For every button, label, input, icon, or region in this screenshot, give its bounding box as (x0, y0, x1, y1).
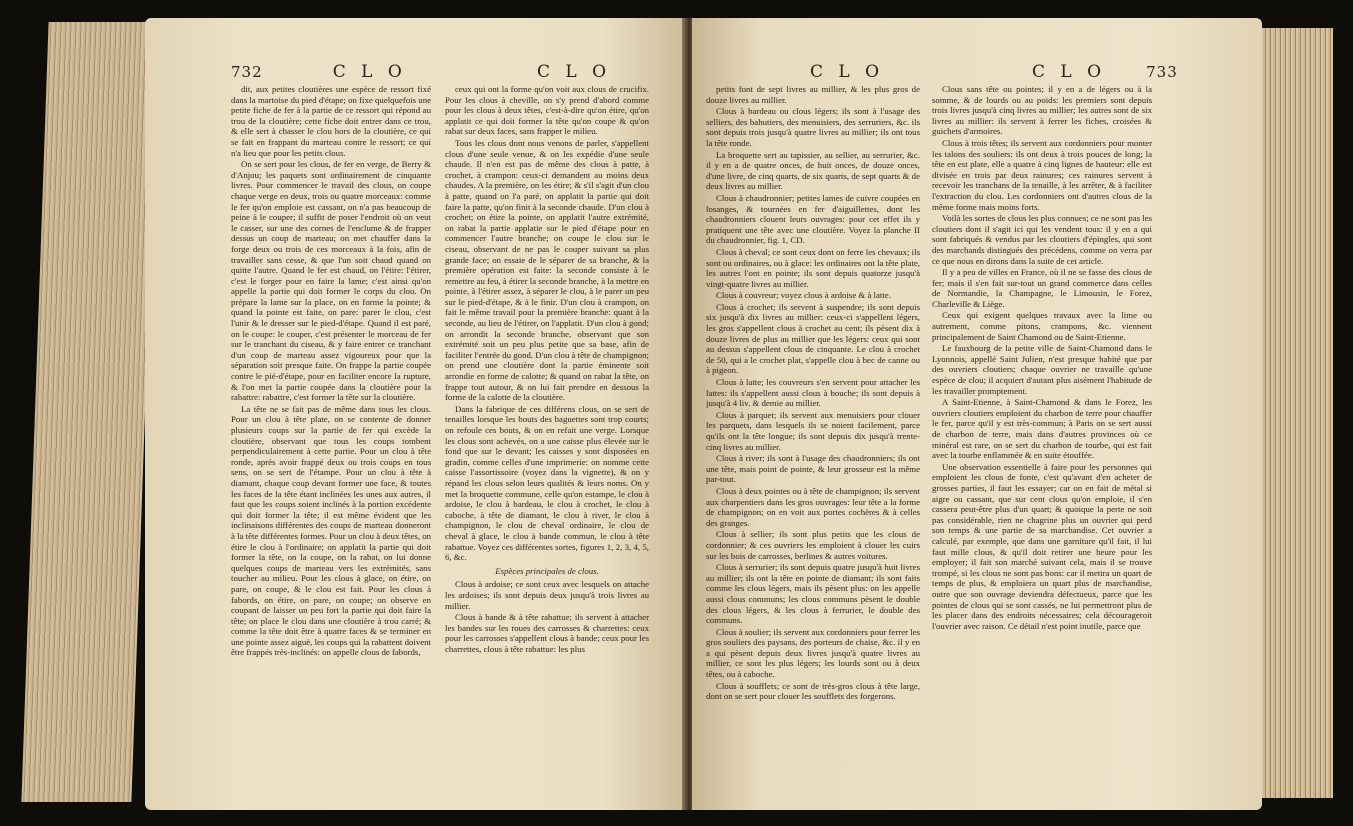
left-column-1 (231, 84, 431, 792)
paragraph: Clous à cheval; ce sont ceux dont on ferre les chevaux; ils sont ou ordinaires, ou à glace: les ordinaires ont la tête plate, les autres l'ont en pointe; ils sont depuis quatorze jusqu'à vingt-quatre livres au millier. (706, 246, 920, 289)
paragraph: Clous à chaudronnier; petites lames de cuivre coupées en losanges, & tournées en fer d'aiguillettes, dont les chaudronniers clouent leurs ouvrages: pour cet effet ils y pratiquent une tête avec une cloutière. Voyez la planche II du chaudronnier, fig. 1, CD. (706, 192, 920, 246)
paragraph: Clous à trois têtes; ils servent aux cordonniers pour monter les talons des souliers: ils ont deux à trois pouces de long; la tête en est plate, elle a quatre à cinq lignes de hauteur: elle est divisée en trois par deux rainures; ces rainures servent à recevoir les tranchans de la tenaille, à les arrêter, & à faciliter l'extraction du clou. Les cordonniers ont d'autres clous de la même forme mais moins forts. (932, 137, 1152, 212)
paragraph: dit, aux petites cloutières une espèce de ressort fixé dans la martoise du pied d'étape; on fixe quelquefois une petite fiche de fer à la partie de ce ressort qui répond au trou de la cloutière; cette fiche doit entrer dans ce trou, & elle sert à chasser le clou hors de la cloutière, ce qui se fait en frappant du marteau contre le ressort; ce qui n'a lieu que pour les petits clous. (231, 84, 431, 158)
paragraph: petits font de sept livres au millier, & les plus gros de douze livres au millier. (706, 84, 920, 105)
paragraph: Tous les clous dont nous venons de parler, s'appellent clous d'une seule venue, & on les expédie d'une seule chaude. Il n'en est pas de même des clous à patte, à crochet, à crampon: ceux-ci demandent au moins deux chaudes. A la première, on les étire; & s'il s'agit d'un clou à patte, quand on l'a paré, on applatit la partie qui doit faire la patte, qu'on finit à la seconde chaude. D'un clou à crochet; on étire la pointe, on applatit l'autre extrémité, on rabat la partie applatie sur le pied d'étape pour en commencer l'autre branche; on coupe le clou sur le ciseau, observant de ne pas le couper suivant sa plus grande face; on essaie de le séparer de sa branche, & la première opération est faite: la seconde consiste à le remettre au feu, à étirer la seconde branche, à la mettre en pointe, à l'étirer assez, à séparer le clou, à le parer un peu sur le pied-d'étape, & à le finir. D'un clou à crampon, on fait le même travail pour la première branche: quant à la seconde, au lieu de l'étirer, on l'applatit. D'un clou à gond; on arrondit la seconde branche, observant que son extrémité soit un peu plus petite que sa base, afin de faciliter l'entrée du gond. D'un clou à tête de champignon; on prend une cloutière dont la partie éminente soit arrondie en forme de calotte; & quand on rabat la tête, on frappe tout autour, & on lui fait prendre en dessous la forme de la calotte de la cloutière. (445, 137, 649, 403)
paragraph: La tête ne se fait pas de même dans tous les clous. Pour un clou à tête plate, on se contente de donner plusieurs coups sur la partie de fer qui excède la cloutière, observant que tous les coups tombent perpendiculairement à cette partie. Pour un clou à tête ronde, après avoir frappé deux ou trois coups en tous sens, on se sert de l'étampe. Pour un clou à tête à diamant, chaque coup devant former une face, & toutes les faces de la tête étant inclinées les unes aux autres, il faut que les coups soient inclinés à la portion excédente qui doit former la tête; il est même évident que les inclinaisons différentes des coups de marteau donneront à la tête différentes formes. Pour un clou à deux têtes, on étire le clou à l'ordinaire; on applatit la partie qui doit former la tête, on la coupe, on la rabat, on lui donne quelques coups de marteau vers les extrémités, sans toucher au milieu. Pour les clous à glace, on étire, on pare, on coupe, & le clou est fait. Pour les clous à fabords, on étire, on pare, on coupe; on observe en coupant de laisser un peu fort la partie qui doit faire la tête; on place le clou dans une cloutière à trou carré; & comme la tête doit être à quatre faces & se terminer en une pointe assez aiguë, les coups qui la rabattent doivent être frappés très-inclinés: on appelle clous de fabords, (231, 403, 431, 658)
left-page (145, 18, 685, 810)
book-edge-left (21, 22, 158, 802)
page-number-left: 732 (231, 63, 263, 81)
right-column-1 (706, 84, 920, 792)
paragraph: Voilà les sortes de clous les plus connues; ce ne sont pas les cloutiers dont il s'agit ici qui les vendent tous: il y en a qui sont fabriqués & vendus par les cloutiers d'épingles, qui sont des marchands distingués des précédens, comme on verra par ce que nous en dirons dans la suite de cet article. (932, 213, 1152, 266)
paragraph: Une observation essentielle à faire pour les personnes qui emploient les clous de fonte, c'est qu'avant d'en acheter de grosses parties, il faut les essayer; car on en fait de métal si aigre ou cassant, que sur cent clous qu'on emploie, il s'en cassera peut-être plus d'un quart; & quoique la perte ne soit pas considérable, rien ne chagrine plus un ouvrier qui perd son temps & une partie de sa marchandise. Cet ouvrier a calculé, par exemple, que dans une garniture qu'il fait, il lui faut mille clous, & qu'il doit retirer une heure pour les employer; il fait son marché suivant cela, mais il se trouve trompé, si les clous ne sont pas bons: car il mettra un quart de temps de plus, & emploiera un quart plus de marchandise, outre que son ouvrage deviendra défectueux, parce que les pointes de clous qui se sont cassés, ne lui permettront plus de les placer dans des endroits nécessaires; cela décourageroit l'ouvrier avec raison. Ce détail n'est point inutile, parce que (932, 461, 1152, 631)
paragraph: Clous à soufflets; ce sont de très-gros clous à tête large, dont on se sert pour clouer les soufflets des forgerons. (706, 680, 920, 702)
paragraph: Clous à river; ils sont à l'usage des chaudronniers; ils ont une tête, mais point de pointe, & leur grosseur est la même par-tout. (706, 453, 920, 485)
paragraph: Clous à bardeau ou clous légers; ils sont à l'usage des selliers, des bahutiers, des menuisiers, des serruriers, &c. ils sont depuis trois jusqu'à quatre livres au millier; ils ont tous la tête ronde. (706, 106, 920, 148)
paragraph: La broquette sert au tapissier, au sellier, au serrurier, &c. il y en a de quatre onces, de huit onces, de douze onces, d'une livre, de cinq quarts, de six quarts, de sept quarts & de deux livres au millier. (706, 149, 920, 192)
paragraph: Clous à serrurier; ils sont depuis quatre jusqu'à huit livres au millier; ils ont la tête en pointe de diamant; ils sont faits comme les clous légers, mais ils pèsent plus: on les appelle aussi clous communs; les clous communs pèsent le double des clous légers, & les clous à ferrurier, le double des communs. (706, 562, 920, 626)
paragraph: Clous sans tête ou pointes; il y en a de légers ou à la somme, & de lourds ou au poids: les premiers sont depuis trois livres jusqu'à cinq livres au millier; les autres sont de six livres au millier: ils servent à ferrer les fiches, croisées & guichets d'armoires. (932, 84, 1152, 137)
paragraph: Clous à latte; les couvreurs s'en servent pour attacher les lattes: ils s'appellent aussi clous à bouche; ils sont depuis à jusqu'à 4 liv. & demie au millier. (706, 377, 920, 409)
section-heading: Espèces principales de clous. (495, 565, 599, 576)
paragraph: On se sert pour les clous, de fer en verge, de Berry & d'Anjou; les paquets sont ordinairement de cinquante livres. Pour commencer le travail des clous, on coupe chaque verge en deux, trois ou quatre morceaux: comme le fer qu'on emploie est cassant, on n'a pas beaucoup de peine à le couper; il suffit de poser l'endroit où on veut le casser, sur une des cornes de l'enclume & de frapper dessus un coup de marteau; on met chauffer dans la forge deux ou trois de ces morceaux à la fois, afin de travailler sans cesse, & que l'un soit chaud quand on quitte l'autre. Quand le fer est chaud, on l'étire: l'étirer, c'est le forger pour en faire la lame; c'est ainsi qu'on appelle la partie qui doit former le corps du clou. On prépare la lame sur la place, on en forme la pointe; & quand la pointe est faite, on pare: parer le clou, c'est l'unir & le dresser sur le pied-d'étape. Quand il est paré, on le coupe: le couper, c'est présenter le morceau de fer sur le tranchant du ciseau, & y faire entrer ce tranchant d'un coup de marteau assez vigoureux pour que la séparation soit presque faite. On frappe la partie coupée contre le pié-d'étape, pour en faciliter encore la rupture, & l'on met la partie coupée dans la cloutière pour la rabattre: rabattre, c'est former la tête sur la cloutière. (231, 159, 431, 403)
right-page (692, 18, 1262, 810)
paragraph: Clous à sellier; ils sont plus petits que les clous de cordonnier; & ces ouvriers les emploient à clouer les cuirs sur les bois de carrosses, berlines & autres voitures. (706, 529, 920, 561)
paragraph: Clous à couvreur; voyez clous à ardoise & à latte. (716, 290, 891, 301)
paragraph: Clous à crochet; ils servent à suspendre; ils sont depuis six jusqu'à dix livres au millier: ceux-ci s'appellent légers, les gros s'appellent clous à crochet au cent; ils pèsent dix à douze livres de plus au millier que les légers: ceux qui sont au dessus s'appellent clous de cinquante. Le clou à crochet de 50, qui a le crochet plat, s'appelle clou à bec de canne ou à pigeon. (706, 301, 920, 376)
paragraph: ceux qui ont la forme qu'on voit aux clous de crucifix. Pour les clous à cheville, on s'y prend d'abord comme pour les clous à deux têtes, c'est-à-dire qu'on étire, qu'on applatit ce qui doit former la tête qu'on coupe & qu'on rabat sur deux faces, sans frapper le milieu. (445, 84, 649, 137)
paragraph: Le fauxbourg de la petite ville de Saint-Chamond dans le Lyonnois, appellé Saint Julien, n'est presque habité que par des ouvriers cloutiers; chaque ouvrier ne travaille qu'une espèce de clou; il acquiert d'autant plus aisément l'habitude de les travailler promptement. (932, 343, 1152, 396)
paragraph: Clous à bande & à tête rabattue; ils servent à attacher les bandes sur les roues des carrosses & charrettes: ceux pour les carrosses s'appellent clous à bande; ceux pour les charrettes, clous à tête rabattue: les plus (445, 612, 649, 654)
paragraph: Dans la fabrique de ces différens clous, on se sert de tenailles lorsque les bouts des baguettes sont trop courts; on refoule ces bouts, & on en refait une verge. Lorsque les clous sont achevés, on a une caisse plus élevée sur le fond que sur le devant; les caisses y sont disposées en gradin, comme celles d'une imprimerie: on nomme cette caisse l'assortissoire (voyez dans la vignette), & on y répand les clous selon leurs qualités & leurs noms. On y met la broquette commune, celle qu'on estampe, le clou à ardoise, le clou à bardeau, le clou à crochet, le clou à caboche, à tête de diamant, le clou à river, le clou à champignon, le clou de cheval ordinaire, le clou de cheval à glace, le clou à bande commun, le clou à tête rabattue. Voyez ces différentes sortes, figures 1, 2, 3, 4, 5, 6, &c. (445, 403, 649, 563)
page-number-right: 733 (1146, 63, 1178, 81)
headword-left-1: C L O (332, 62, 407, 82)
headword-right-2: C L O (1032, 62, 1107, 82)
paragraph: Clous à parquet; ils servent aux menuisiers pour clouer les parquets, dans lesquels ils se noient facilement, parce qu'ils ont la tête longue; ils sont depuis dix jusqu'à trente-cinq livres au millier. (706, 409, 920, 452)
paragraph: Ceux qui exigent quelques travaux avec la lime ou autrement, comme pitons, crampons, &c. viennent principalement de Saint Chamond ou de Saint-Etienne. (932, 310, 1152, 342)
paragraph: Clous à soulier; ils servent aux cordonniers pour ferrer les gros souliers des paysans, des porteurs de chaise, &c. il y en a qui pèsent depuis deux livres jusqu'à quatre livres au millier, ce sont les plus légers; les lourds sont ou à deux têtes, ou à caboche. (706, 626, 920, 680)
paragraph: A Saint-Etienne, à Saint-Chamond & dans le Forez, les ouvriers cloutiers emploient du charbon de terre pour chauffer le fer, parce qu'il y est très-commun; à Paris on se sert aussi de charbon de terre, mais dans d'autres provinces où ce minéral est rare, on se sert du charbon de tourbe, qui est fait avec la tourbe enflammée & en suite étouffée. (932, 397, 1152, 461)
right-column-2 (932, 84, 1152, 792)
right-page-header (810, 62, 884, 82)
paragraph: Clous à deux pointes ou à tête de champignon; ils servent aux charpentiers dans les gros ouvrages: leur tête a la forme de champignon; on en voit aux portes cochères & à celles des granges. (706, 485, 920, 528)
paragraph: Il y a peu de villes en France, où il ne se fasse des clous de fer; mais il s'en fait sur-tout un grand commerce dans celles de Normandie, la Champagne, le Limousin, le Forez, Charleville & Liège. (932, 267, 1152, 309)
left-column-2 (445, 84, 649, 792)
paragraph: Clous à ardoise; ce sont ceux avec lesquels on attache les ardoises; ils sont depuis deux jusqu'à trois livres au millier. (445, 579, 649, 611)
headword-left-2: C L O (537, 62, 612, 82)
left-page-header-right (537, 62, 611, 82)
left-page-header (231, 62, 407, 82)
right-page-header-right (1032, 62, 1178, 82)
headword-right-1: C L O (810, 62, 885, 82)
